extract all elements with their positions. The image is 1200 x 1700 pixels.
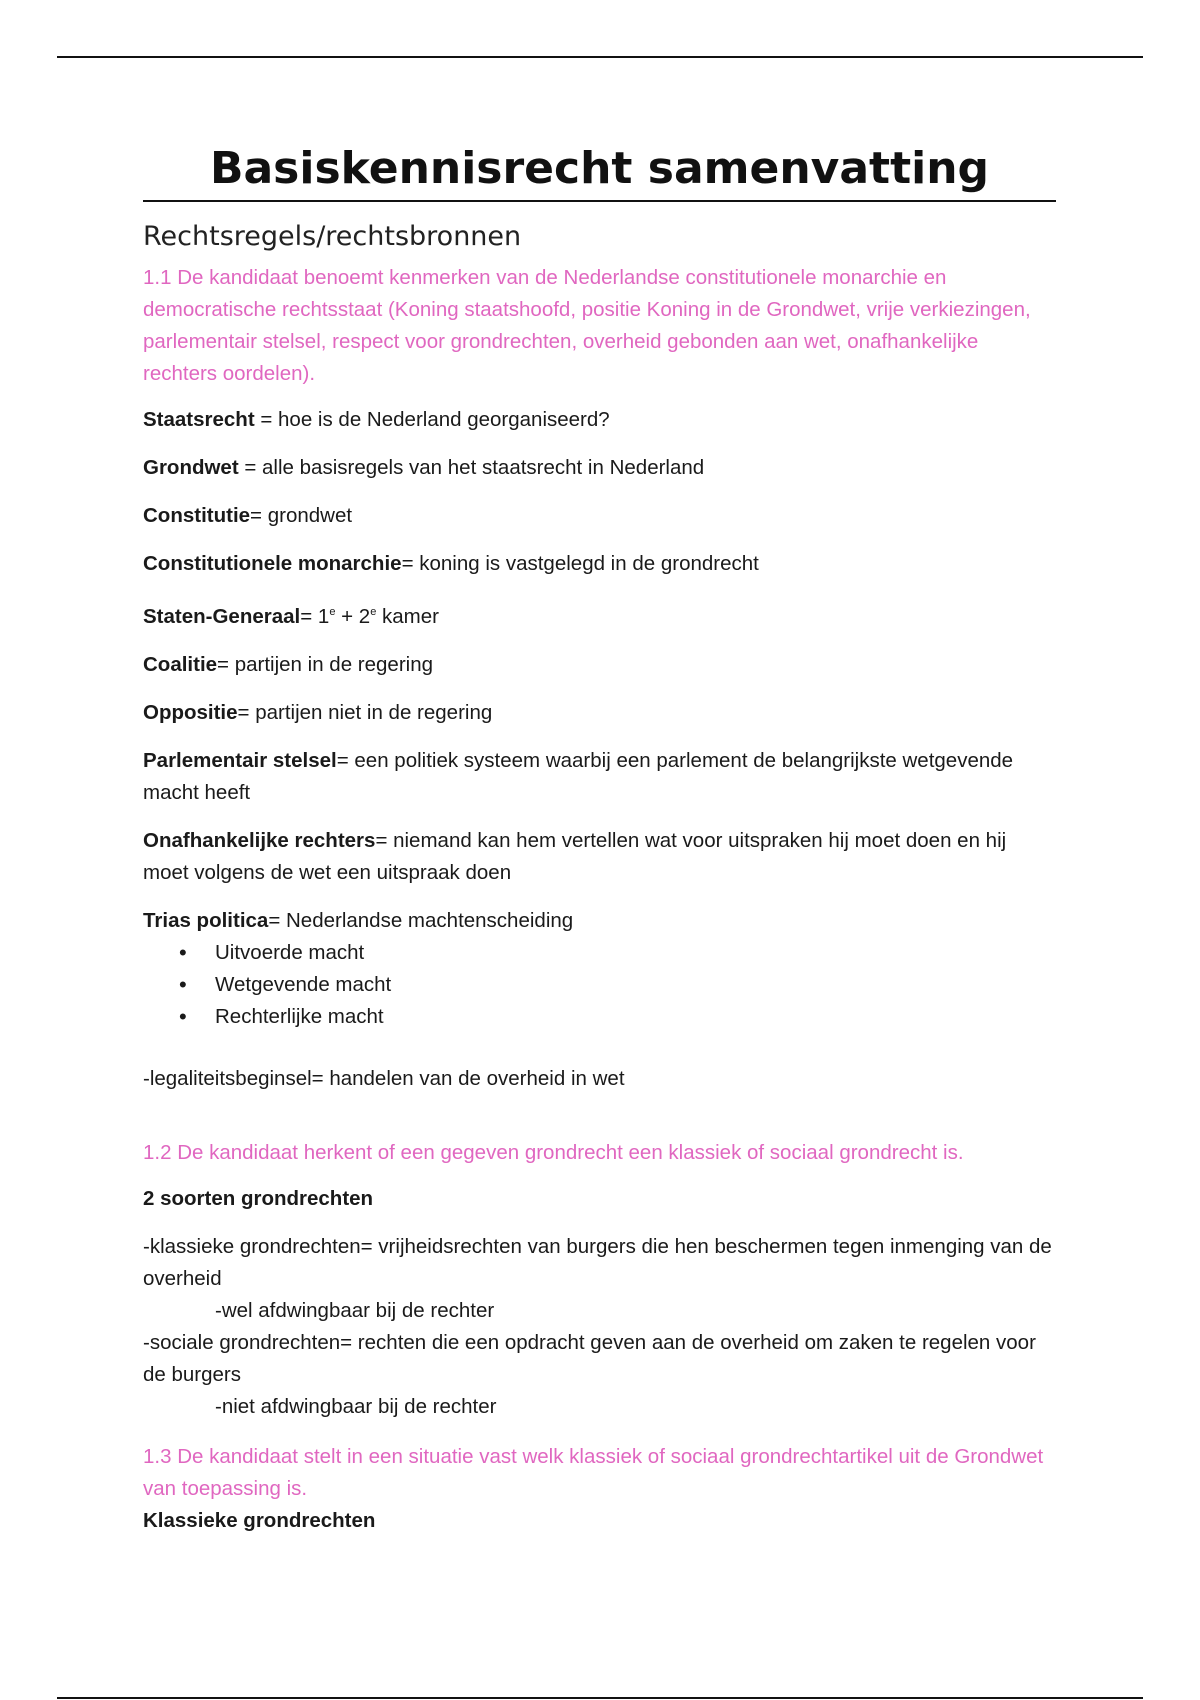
klassiek-line: -klassieke grondrechten= vrijheidsrechten van burgers die hen beschermen tegen inmenging van de overheid	[143, 1234, 1052, 1290]
definition-term: Onafhankelijke rechters	[143, 828, 376, 852]
definition-oppositie	[143, 697, 1056, 729]
definition-term: Trias politica	[143, 908, 269, 932]
section-heading: Rechtsregels/rechtsbronnen	[143, 221, 522, 252]
definition-text: = Nederlandse machtenscheiding	[268, 908, 574, 932]
soorten-heading	[143, 1183, 1056, 1215]
definition-staatsrecht	[143, 404, 1056, 436]
document-title: Basiskennisrecht samenvatting	[143, 140, 1056, 202]
sociaal-sub: -niet afdwingbaar bij de rechter	[215, 1394, 497, 1418]
superscript: e	[329, 606, 336, 618]
definition-text: = partijen niet in de regering	[237, 700, 493, 724]
definition-text: = koning is vastgelegd in de grondrecht	[401, 552, 759, 575]
bottom-rule	[57, 1697, 1143, 1699]
definition-text: = partijen in de regering	[217, 652, 434, 676]
definition-term: Parlementair stelsel	[143, 748, 337, 772]
definition-term: Coalitie	[143, 652, 218, 676]
trias-list	[143, 937, 1056, 1033]
list-item: • Wetgevende macht	[143, 969, 1056, 1001]
definition-constitutionele-monarchie	[143, 548, 1056, 580]
definition-grondwet	[143, 452, 1056, 484]
definition-staten-generaal	[143, 596, 1056, 633]
definition-text: = een politiek systeem waarbij een parlement de belangrijkste wetgevende macht heeft	[143, 748, 1014, 804]
legaliteitsbeginsel-line: -legaliteitsbeginsel= handelen van de overheid in wet	[143, 1066, 625, 1090]
definition-coalitie	[143, 649, 1056, 681]
definition-text: = grondwet	[250, 504, 353, 527]
definition-text: kamer	[376, 604, 439, 628]
definition-trias-politica	[143, 905, 1056, 937]
definition-term: Staatsrecht	[143, 408, 255, 431]
objective-1-2: 1.2 De kandidaat herkent of een gegeven grondrecht een klassiek of sociaal grondrecht is.	[143, 1140, 964, 1164]
definition-text: = niemand kan hem vertellen wat voor uitspraken hij moet doen en hij moet volgens de wet een uitspraak doen	[143, 828, 1007, 884]
definition-text: = alle basisregels van het staatsrecht in Nederland	[238, 456, 705, 479]
definition-term: Staten-Generaal	[143, 604, 301, 628]
klassiek-sub: -wel afdwingbaar bij de rechter	[215, 1298, 495, 1322]
objective-1-1: 1.1 De kandidaat benoemt kenmerken van de Nederlandse constitutionele monarchie en democratische rechtsstaat (Koning staatshoofd, positie Koning in de Grondwet, vrije verkiezingen, parlementair stelsel, respect voor grondrechten, overheid gebonden aan wet, onafhankelijke rechters oordelen).	[143, 266, 1031, 385]
definition-onafhankelijke-rechters	[143, 825, 1056, 889]
grondrechten-block	[143, 1231, 1056, 1423]
definition-constitutie	[143, 500, 1056, 532]
list-item: • Rechterlijke macht	[143, 1001, 1056, 1033]
document-page	[143, 140, 1056, 1553]
definition-term: Constitutie	[143, 504, 251, 527]
sociaal-line: -sociale grondrechten= rechten die een opdracht geven aan de overheid om zaken te regelen voor de burgers	[143, 1330, 1036, 1386]
definition-text: = hoe is de Nederland georganiseerd?	[254, 408, 610, 431]
objective-1-3: 1.3 De kandidaat stelt in een situatie vast welk klassiek of sociaal grondrechtartikel uit de Grondwet van toepassing is.	[143, 1444, 1044, 1500]
list-item: • Uitvoerde macht	[143, 937, 1056, 969]
definition-term: Constitutionele monarchie	[143, 552, 402, 575]
definition-text: = 1	[300, 604, 330, 628]
klassieke-heading-text: Klassieke grondrechten	[143, 1508, 376, 1532]
klassieke-heading	[143, 1505, 1056, 1537]
superscript: e	[370, 606, 377, 618]
definition-text: + 2	[335, 604, 371, 628]
definition-term: Grondwet	[143, 456, 239, 479]
top-rule	[57, 56, 1143, 58]
definition-term: Oppositie	[143, 700, 238, 724]
definition-parlementair-stelsel	[143, 745, 1056, 809]
soorten-heading-text: 2 soorten grondrechten	[143, 1186, 374, 1210]
